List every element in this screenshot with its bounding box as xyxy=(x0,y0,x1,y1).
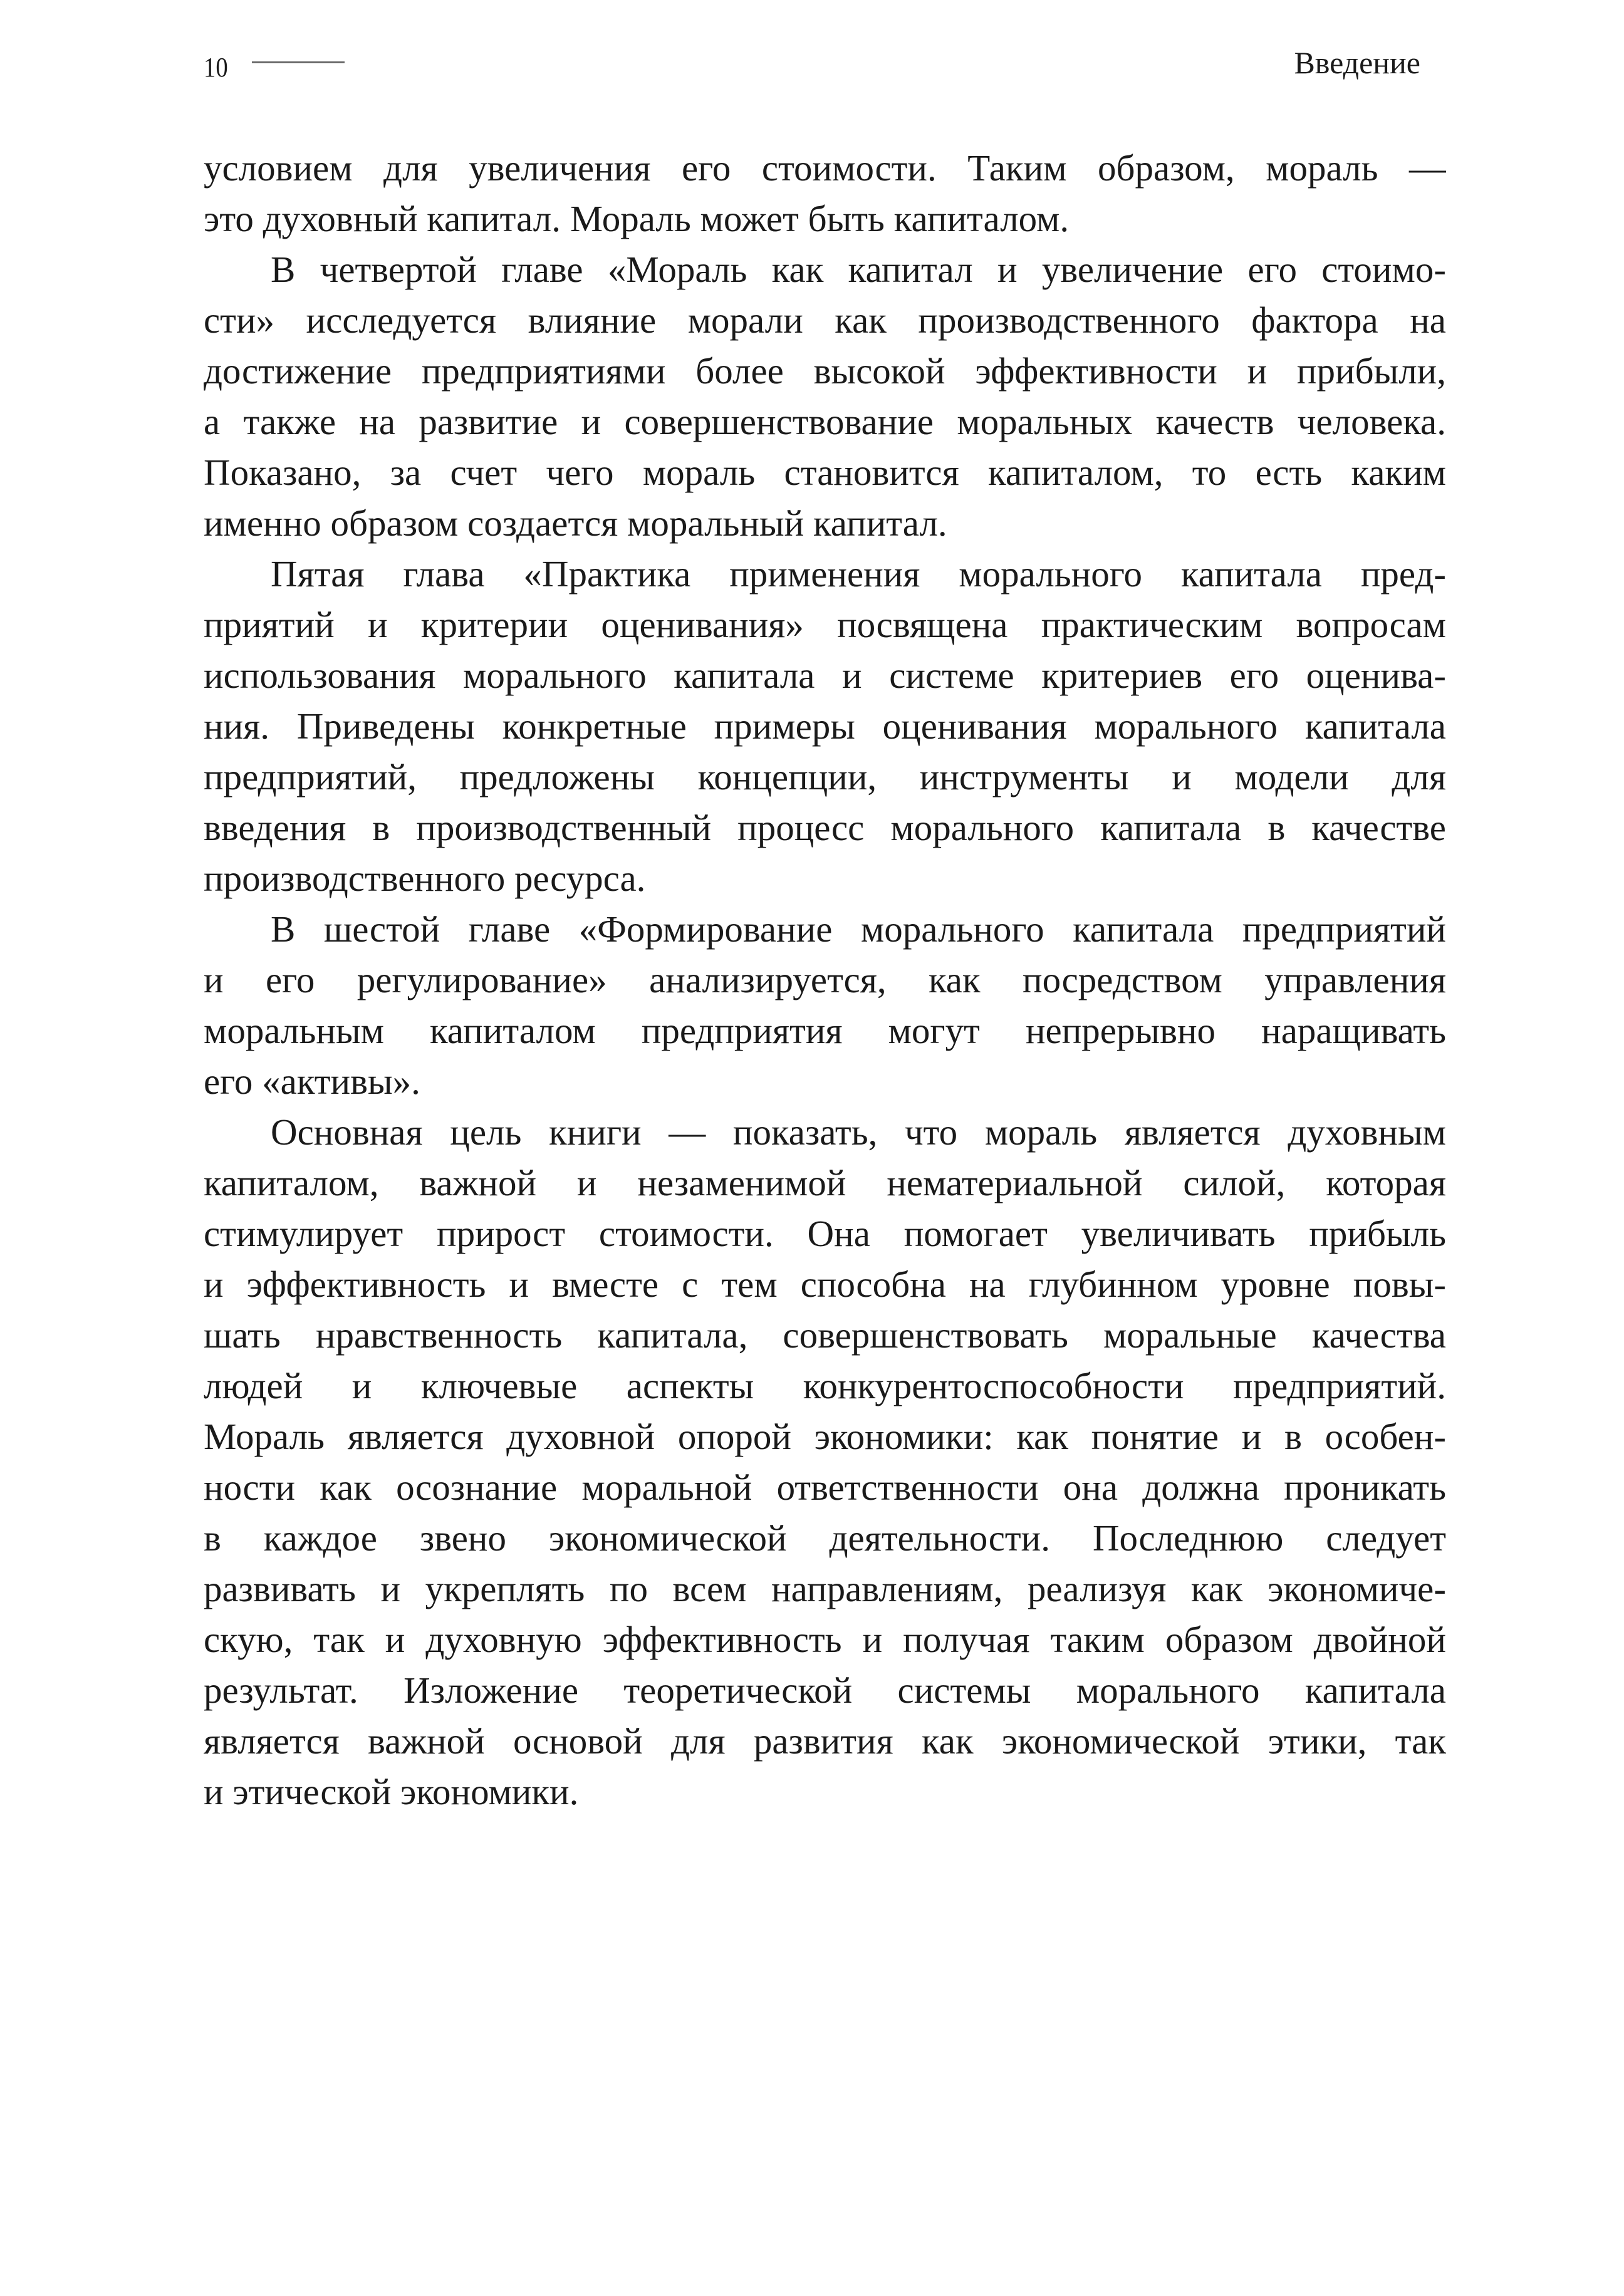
text-line: людей и ключевые аспекты конкурентоспособности предприятий. xyxy=(204,1365,1446,1406)
text-line: Пятая глава «Практика применения морального капитала пред- xyxy=(271,553,1446,595)
text-line: сти» исследуется влияние морали как производственного фактора на xyxy=(204,299,1446,341)
text-line: стимулирует прирост стоимости. Она помогает увеличивать прибыль xyxy=(204,1213,1446,1254)
page-number: 10 xyxy=(204,52,228,83)
text-line: предприятий, предложены концепции, инструменты и модели для xyxy=(204,756,1446,797)
header-rule xyxy=(252,61,345,63)
text-line: является важной основой для развития как экономической этики, так xyxy=(204,1720,1446,1762)
text-line: ности как осознание моральной ответственности она должна проникать xyxy=(204,1467,1446,1508)
paragraph xyxy=(204,904,1446,1107)
text-line: условием для увеличения его стоимости. Таким образом, мораль — xyxy=(204,147,1446,189)
text-line: и этической экономики. xyxy=(204,1771,579,1812)
body-text xyxy=(204,143,1446,1817)
text-line: Показано, за счет чего мораль становится капиталом, то есть каким xyxy=(204,452,1446,493)
text-line: достижение предприятиями более высокой эффективности и прибыли, xyxy=(204,350,1446,392)
text-line: это духовный капитал. Мораль может быть капиталом. xyxy=(204,198,1070,239)
text-line: введения в производственный процесс морального капитала в качестве xyxy=(204,807,1446,848)
text-line: а также на развитие и совершенствование моральных качеств человека. xyxy=(204,401,1446,442)
paragraph xyxy=(204,1107,1446,1817)
text-line: приятий и критерии оценивания» посвящена практическим вопросам xyxy=(204,604,1446,645)
text-line: в каждое звено экономической деятельности. Последнюю следует xyxy=(204,1517,1446,1559)
text-line: результат. Изложение теоретической системы морального капитала xyxy=(204,1670,1446,1711)
text-line: использования морального капитала и системе критериев его оценива- xyxy=(204,655,1446,696)
text-line: и эффективность и вместе с тем способна на глубинном уровне повы- xyxy=(204,1264,1446,1305)
text-line: Мораль является духовной опорой экономики: как понятие и в особен- xyxy=(204,1416,1446,1457)
text-line: именно образом создается моральный капитал. xyxy=(204,502,947,544)
paragraph xyxy=(204,244,1446,549)
text-line: капиталом, важной и незаменимой нематериальной силой, которая xyxy=(204,1162,1446,1203)
text-line: и его регулирование» анализируется, как посредством управления xyxy=(204,959,1446,1000)
text-line: шать нравственность капитала, совершенствовать моральные качества xyxy=(204,1314,1446,1356)
text-line: производственного ресурса. xyxy=(204,858,646,899)
text-line: Основная цель книги — показать, что мораль является духовным xyxy=(271,1111,1446,1153)
text-line: моральным капиталом предприятия могут непрерывно наращивать xyxy=(204,1010,1446,1051)
paragraph xyxy=(204,143,1446,244)
paragraph xyxy=(204,549,1446,904)
running-header xyxy=(204,44,1420,81)
text-line: ния. Приведены конкретные примеры оценивания морального капитала xyxy=(204,705,1446,747)
text-line: его «активы». xyxy=(204,1061,420,1102)
text-line: В шестой главе «Формирование морального капитала предприятий xyxy=(271,908,1446,950)
running-title: Введение xyxy=(1294,45,1420,80)
text-line: скую, так и духовную эффективность и получая таким образом двойной xyxy=(204,1619,1446,1660)
text-line: развивать и укреплять по всем направлениям, реализуя как экономиче- xyxy=(204,1568,1446,1609)
text-line: В четвертой главе «Мораль как капитал и увеличение его стоимо- xyxy=(271,249,1446,290)
